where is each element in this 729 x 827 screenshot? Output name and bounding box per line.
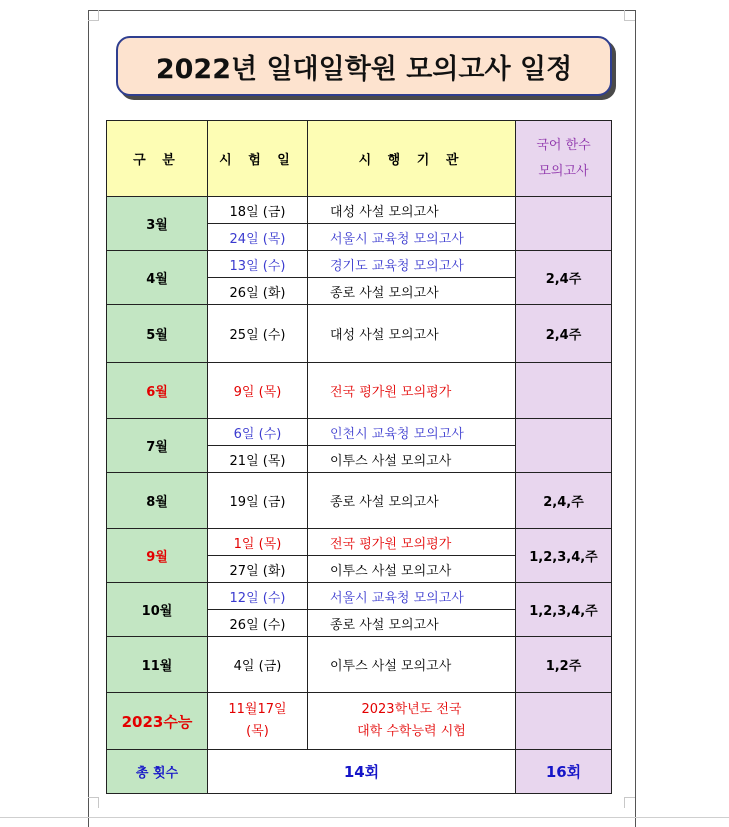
header-korean-line2: 모의고사 bbox=[538, 163, 589, 179]
page-corner-mark bbox=[624, 10, 635, 21]
document-title: 2022년 일대일학원 모의고사 일정 bbox=[116, 36, 612, 96]
korean-weeks: 1,2,3,4,주 bbox=[516, 529, 612, 583]
exam-organizer: 전국 평가원 모의평가 bbox=[308, 529, 516, 556]
exam-organizer: 이투스 사설 모의고사 bbox=[308, 446, 516, 473]
header-organizer: 시 행 기 관 bbox=[308, 121, 516, 197]
month-label: 4월 bbox=[107, 251, 208, 305]
total-count: 14회 bbox=[208, 750, 516, 794]
page-corner-mark bbox=[88, 10, 99, 21]
korean-weeks bbox=[516, 197, 612, 251]
header-korean-mock bbox=[516, 121, 612, 197]
exam-organizer bbox=[308, 693, 516, 750]
exam-organizer: 서울시 교육청 모의고사 bbox=[308, 224, 516, 251]
korean-weeks: 2,4주 bbox=[516, 305, 612, 363]
exam-date: 12일 (수) bbox=[208, 583, 308, 610]
page-corner-mark bbox=[88, 797, 99, 808]
exam-date: 26일 (수) bbox=[208, 610, 308, 637]
month-label: 2023수능 bbox=[107, 693, 208, 750]
korean-weeks: 2,4주 bbox=[516, 251, 612, 305]
korean-weeks bbox=[516, 419, 612, 473]
exam-organizer: 서울시 교육청 모의고사 bbox=[308, 583, 516, 610]
exam-organizer: 경기도 교육청 모의고사 bbox=[308, 251, 516, 278]
exam-organizer: 전국 평가원 모의평가 bbox=[308, 363, 516, 419]
exam-organizer: 종로 사설 모의고사 bbox=[308, 278, 516, 305]
exam-date: 25일 (수) bbox=[208, 305, 308, 363]
exam-date: 19일 (금) bbox=[208, 473, 308, 529]
korean-weeks: 2,4,주 bbox=[516, 473, 612, 529]
month-label: 10월 bbox=[107, 583, 208, 637]
exam-date bbox=[208, 693, 308, 750]
exam-organizer: 대성 사설 모의고사 bbox=[308, 305, 516, 363]
korean-weeks bbox=[516, 363, 612, 419]
month-label: 6월 bbox=[107, 363, 208, 419]
month-label: 5월 bbox=[107, 305, 208, 363]
month-label: 11월 bbox=[107, 637, 208, 693]
exam-organizer: 이투스 사설 모의고사 bbox=[308, 637, 516, 693]
total-label: 총 횟수 bbox=[107, 750, 208, 794]
exam-date: 1일 (목) bbox=[208, 529, 308, 556]
exam-organizer: 대성 사설 모의고사 bbox=[308, 197, 516, 224]
exam-organizer-line2: 대학 수학능력 시험 bbox=[357, 724, 466, 739]
month-label: 9월 bbox=[107, 529, 208, 583]
exam-date: 24일 (목) bbox=[208, 224, 308, 251]
exam-organizer: 이투스 사설 모의고사 bbox=[308, 556, 516, 583]
header-exam-date: 시 험 일 bbox=[208, 121, 308, 197]
exam-date: 21일 (목) bbox=[208, 446, 308, 473]
page-corner-mark bbox=[624, 797, 635, 808]
exam-organizer: 인천시 교육청 모의고사 bbox=[308, 419, 516, 446]
exam-schedule-table bbox=[106, 120, 612, 794]
exam-organizer: 종로 사설 모의고사 bbox=[308, 473, 516, 529]
exam-date-line1: 11월17일 bbox=[228, 702, 287, 717]
month-label: 8월 bbox=[107, 473, 208, 529]
exam-date: 9일 (목) bbox=[208, 363, 308, 419]
korean-weeks: 1,2주 bbox=[516, 637, 612, 693]
exam-date-line2: (목) bbox=[246, 724, 269, 739]
month-label: 7월 bbox=[107, 419, 208, 473]
total-korean-count: 16회 bbox=[516, 750, 612, 794]
exam-date: 26일 (화) bbox=[208, 278, 308, 305]
header-korean-line1: 국어 한수 bbox=[536, 137, 591, 153]
exam-date: 6일 (수) bbox=[208, 419, 308, 446]
exam-date: 13일 (수) bbox=[208, 251, 308, 278]
page-bottom-edge bbox=[0, 817, 729, 818]
exam-date: 18일 (금) bbox=[208, 197, 308, 224]
month-label: 3월 bbox=[107, 197, 208, 251]
korean-weeks: 1,2,3,4,주 bbox=[516, 583, 612, 637]
korean-weeks bbox=[516, 693, 612, 750]
exam-organizer-line1: 2023학년도 전국 bbox=[361, 702, 462, 717]
exam-organizer: 종로 사설 모의고사 bbox=[308, 610, 516, 637]
exam-date: 27일 (화) bbox=[208, 556, 308, 583]
header-category: 구 분 bbox=[107, 121, 208, 197]
exam-date: 4일 (금) bbox=[208, 637, 308, 693]
